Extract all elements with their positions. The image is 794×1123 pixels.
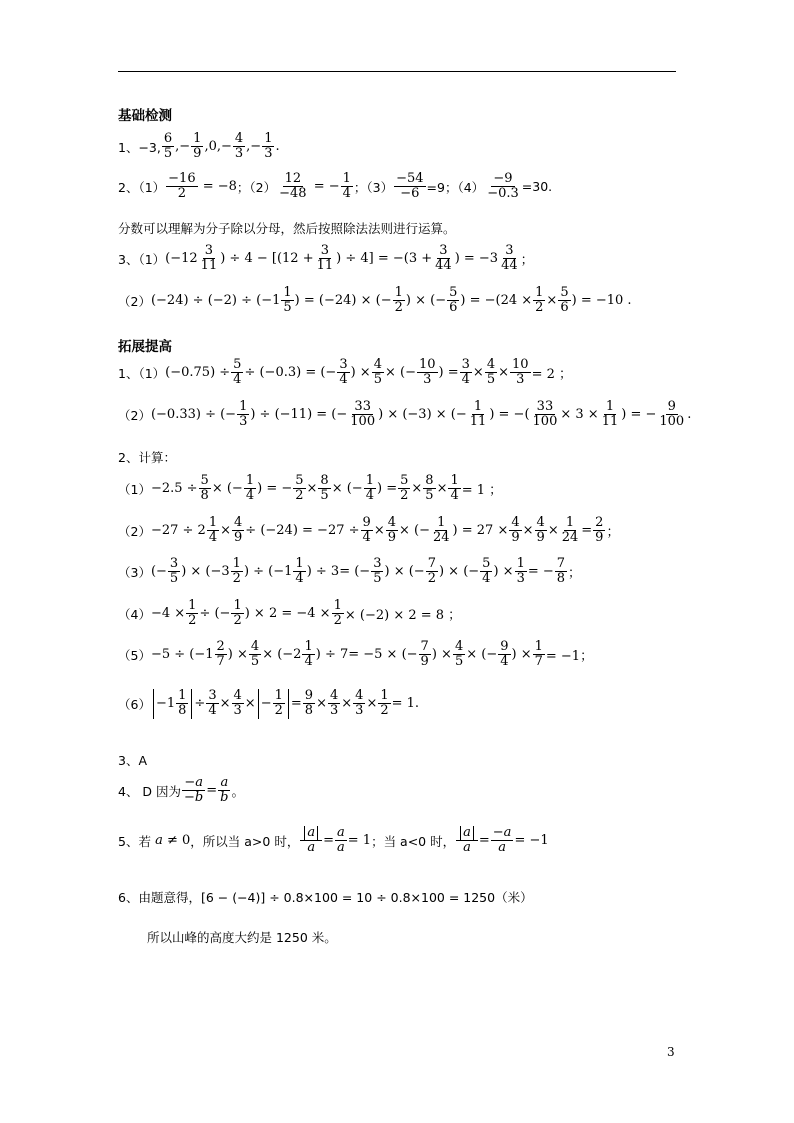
q-label: （2）	[118, 293, 151, 309]
q-label: （6）	[118, 696, 151, 712]
extend-q4: 4、 D 因为 $\frac{-a}{-b}$ = $\frac{a}{b}$ 。	[118, 775, 245, 806]
q-label: （2）	[118, 407, 151, 423]
extend-q2-title: 2、计算：	[118, 450, 176, 465]
section-title-extend: 拓展提高	[118, 339, 172, 355]
extend-q2-1: （1） −2.5 ÷ $\frac{5}{8}$ × (− $\frac{1}{4}$ ) = − $\frac{5}{2}$ × $\frac{8}{5}$ × (− $\frac{1}{4}$ ) = $\frac{5}{2}$ × $\frac{8}{5}$ × $\frac{1}{4}$ = 1 ；	[118, 473, 503, 504]
extend-q2-2: （2） −27 ÷ 2 $\frac{1}{4}$ × $\frac{4}{9}$ ÷ (−24) = −27 ÷ $\frac{9}{4}$ × $\frac{4}{9}$ × (− $\frac{1}{24}$ ) = 27 × $\frac{4}{9}$ × $\frac{4}{9}$ × $\frac{1}{24}$ = $\frac{2}{9}$ ；	[118, 515, 620, 546]
basic-q1: 1、−3, $\frac{6}{5}$ ,− $\frac{1}{9}$ ,0,− $\frac{4}{3}$ ,− $\frac{1}{3}$ .	[118, 131, 280, 162]
extend-q2-6: （6） −1 $\frac{1}{8}$ ÷ $\frac{3}{4}$ × $\frac{4}{3}$ × − $\frac{1}{2}$ = $\frac{9}{8}$ × $\frac{4}{3}$ × $\frac{4}{3}$ × $\frac{1}{2}$ = 1.	[118, 688, 420, 719]
page-number: 3	[667, 1045, 675, 1059]
extend-q1-1: 1、（1） (−0.75) ÷ $\frac{5}{4}$ ÷ (−0.3) = (− $\frac{3}{4}$ ) × $\frac{4}{5}$ × (− $\frac{10}{3}$ ) = $\frac{3}{4}$ × $\frac{4}{5}$ × $\frac{10}{3}$ = 2 ；	[118, 357, 572, 388]
q-label: 1、−3,	[118, 139, 161, 155]
header-rule	[118, 71, 676, 72]
q-label: 5、若	[118, 833, 151, 849]
q-label: （4）	[118, 606, 151, 622]
basic-q2: 2、（1） $\frac{-16}{2}$ = −8 ；（2） $\frac{12}{-48}$ = − $\frac{1}{4}$ ；（3） $\frac{-54}{-6}$ =9；（4） $\frac{-9}{-0.3}$ =30.	[118, 171, 553, 202]
q-part: ；（3）	[353, 179, 394, 195]
q-label: （5）	[118, 647, 151, 663]
q-label: （2）	[118, 523, 151, 539]
q-label: 1、（1）	[118, 365, 166, 381]
extend-q6: 6、由题意得，[6 − (−4)] ÷ 0.8×100 = 10 ÷ 0.8×100 = 1250（米）	[118, 890, 533, 905]
extend-q2-4: （4） −4 × $\frac{1}{2}$ ÷ (− $\frac{1}{2}$ ) × 2 = −4 × $\frac{1}{2}$ × (−2) × 2 = 8 ；	[118, 598, 462, 629]
section-title-basic: 基础检测	[118, 108, 172, 124]
q-part: ；当 a<0 时，	[371, 833, 456, 849]
q-label: 4、 D 因为	[118, 783, 182, 799]
q-part: =30.	[521, 179, 553, 195]
q-part: ，所以当 a>0 时，	[190, 833, 300, 849]
basic-q3-2: （2） (−24) ÷ (−2) ÷ (−1 $\frac{1}{5}$ ) = (−24) × (− $\frac{1}{2}$ ) × (− $\frac{5}{6}$ ) = −(24 × $\frac{1}{2}$ × $\frac{5}{6}$ ) = −10 .	[118, 285, 632, 316]
q-part: =9；（4）	[426, 179, 485, 195]
q-label: 2、（1）	[118, 179, 166, 195]
extend-q1-2: （2） (−0.33) ÷ (− $\frac{1}{3}$ ) ÷ (−11) = (− $\frac{33}{100}$ ) × (−3) × (− $\frac{1}{11}$ ) = −( $\frac{33}{100}$ × 3 × $\frac{1}{11}$ ) = − $\frac{9}{100}$ .	[118, 399, 692, 430]
q-label: 3、（1）	[118, 251, 166, 267]
basic-note: 分数可以理解为分子除以分母，然后按照除法法则进行运算。	[118, 221, 456, 236]
q-part: ；（2）	[236, 179, 277, 195]
basic-q3-1: 3、（1） (−12 $\frac{3}{11}$ ) ÷ 4 − [(12 + $\frac{3}{11}$ ) ÷ 4] = −(3 + $\frac{3}{44}$ ) = −3 $\frac{3}{44}$ ；	[118, 243, 534, 274]
extend-q5: 5、若 a ≠ 0 ，所以当 a>0 时， $\frac{a}{a}$ = $\frac{a}{a}$ = 1 ；当 a<0 时， $\frac{a}{a}$ = $\frac{-a}{a}$ = −1	[118, 825, 549, 856]
extend-q3: 3、A	[118, 753, 148, 768]
extend-q2-5: （5） −5 ÷ (−1 $\frac{2}{7}$ ) × $\frac{4}{5}$ × (−2 $\frac{1}{4}$ ) ÷ 7= −5 × (− $\frac{7}{9}$ ) × $\frac{4}{5}$ × (− $\frac{9}{4}$ ) × $\frac{1}{7}$ = −1；	[118, 639, 594, 670]
extend-q2-3: （3） (− $\frac{3}{5}$ ) × (−3 $\frac{1}{2}$ ) ÷ (−1 $\frac{1}{4}$ ) ÷ 3= (− $\frac{3}{5}$ ) × (− $\frac{7}{2}$ ) × (− $\frac{5}{4}$ ) × $\frac{1}{3}$ = − $\frac{7}{8}$ ；	[118, 556, 582, 587]
q-label: （1）	[118, 481, 151, 497]
extend-q6-conclusion: 所以山峰的高度大约是 1250 米。	[147, 930, 337, 945]
q-label: （3）	[118, 564, 151, 580]
